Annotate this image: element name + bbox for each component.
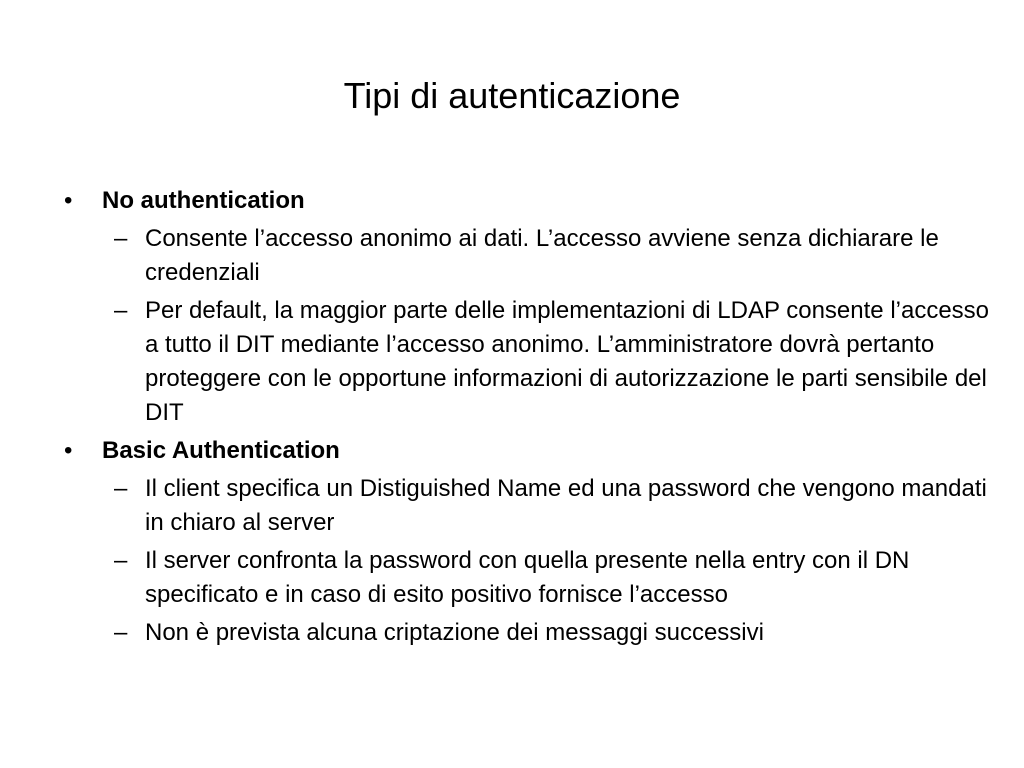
dash-marker: – xyxy=(114,225,128,252)
sub-bullet xyxy=(64,222,994,290)
sub-bullet-text: Non è prevista alcuna criptazione dei messaggi successivi xyxy=(145,619,764,646)
sub-bullet-text: Per default, la maggior parte delle implementazioni di LDAP consente l’accesso a tutto il DIT mediante l’accesso anonimo. L’amministratore dovrà pertanto proteggere con le opportune informazioni di autorizzazione le parti sensibile del DIT xyxy=(145,297,990,426)
sub-bullet xyxy=(64,472,994,540)
bullet-basic-authentication xyxy=(64,434,994,468)
bullet-marker: • xyxy=(64,437,73,464)
sub-bullet-text: Il server confronta la password con quella presente nella entry con il DN specificato e in caso di esito positivo fornisce l’accesso xyxy=(145,547,910,608)
sub-bullet-text: Il client specifica un Distiguished Name ed una password che vengono mandati in chiaro al server xyxy=(145,475,987,536)
bullet-heading: Basic Authentication xyxy=(102,437,340,464)
dash-marker: – xyxy=(114,547,128,574)
bullet-no-authentication xyxy=(64,184,994,218)
sub-bullet-text: Consente l’accesso anonimo ai dati. L’accesso avviene senza dichiarare le credenziali xyxy=(145,225,939,286)
sub-bullet xyxy=(64,294,994,430)
sub-bullet xyxy=(64,616,994,650)
dash-marker: – xyxy=(114,475,128,502)
dash-marker: – xyxy=(114,619,128,646)
slide-content xyxy=(64,184,994,654)
bullet-heading: No authentication xyxy=(102,187,305,214)
sub-bullet xyxy=(64,544,994,612)
dash-marker: – xyxy=(114,297,128,324)
slide-title: Tipi di autenticazione xyxy=(343,75,681,116)
bullet-marker: • xyxy=(64,187,73,214)
